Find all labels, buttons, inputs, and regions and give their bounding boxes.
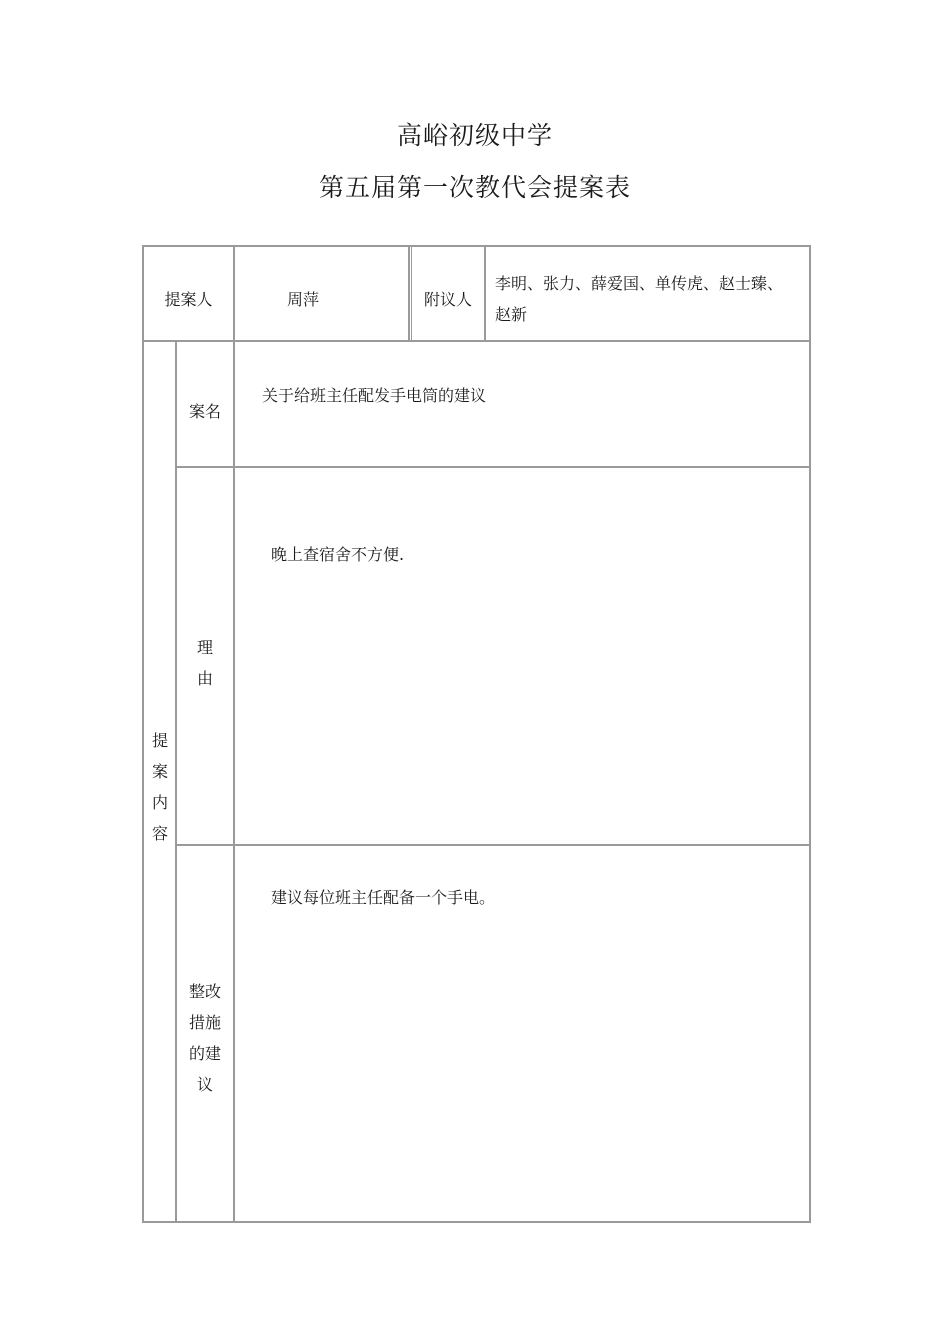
section-label: 提案内容 — [151, 731, 168, 843]
suggestion-value: 建议每位班主任配备一个手电。 — [271, 888, 496, 907]
form-title: 第五届第一次教代会提案表 — [318, 173, 631, 202]
col-divider — [233, 340, 235, 1223]
school-title: 高峪初级中学 — [396, 121, 553, 150]
seconders-label: 附议人 — [423, 290, 472, 309]
reason-label: 理由 — [196, 638, 213, 688]
row-divider — [175, 844, 811, 846]
name-label: 案名 — [188, 402, 221, 421]
name-value: 关于给班主任配发手电筒的建议 — [262, 386, 487, 405]
col-divider — [408, 245, 410, 342]
col-divider — [484, 245, 486, 342]
row-divider — [142, 340, 811, 342]
col-divider — [175, 340, 177, 1223]
proposer-value: 周萍 — [287, 290, 320, 309]
reason-value: 晚上查宿舍不方便. — [271, 545, 405, 564]
proposer-label: 提案人 — [164, 290, 213, 309]
row-divider — [175, 466, 811, 468]
seconders-value: 李明、张力、薛爱国、单传虎、赵士臻、赵新 — [495, 274, 784, 324]
suggestion-label: 整改措施的建议 — [188, 982, 221, 1094]
